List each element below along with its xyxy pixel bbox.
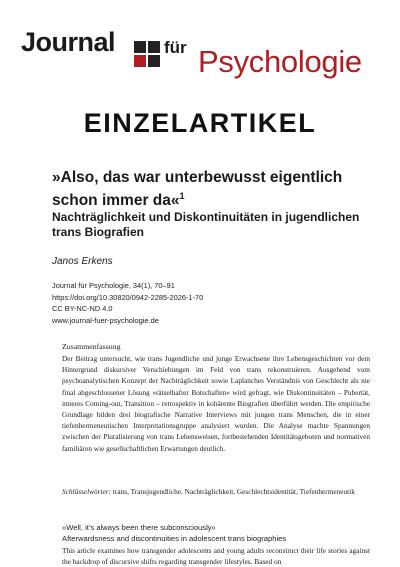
- article-title-text: »Also, das war unterbewusst eigentlich schon immer da«: [52, 169, 343, 210]
- license: CC BY-NC-ND 4.0: [52, 304, 113, 313]
- article-title: [52, 168, 372, 210]
- keywords: [62, 486, 370, 497]
- article-author: Janos Erkens: [52, 256, 113, 267]
- doi-link[interactable]: https://doi.org/10.30820/0942-2285-2026-1-70: [52, 292, 204, 302]
- website-link[interactable]: www.journal-fuer-psychologie.de: [52, 315, 159, 325]
- logo-psychologie-word: Psychologie: [198, 44, 362, 79]
- english-title: »Well, it’s always been there subconsciously«: [62, 523, 216, 532]
- logo-journal-word: Journal: [21, 27, 116, 57]
- logo-squares-icon: [134, 41, 160, 67]
- logo-square-accent: [134, 55, 146, 67]
- abstract-german: Der Beitrag untersucht, wie trans Jugendliche und junge Erwachsene ihre Lebensgeschichten vor dem Hintergrund diskursiver Verschiebungen im Feld von trans rekonstruieren. Ausgehend vom psychoanalytischen Konzept der Nachträglichkeit sowie Laplanches Verständnis von Geschlecht als nie final abgeschlossener Lösung »rätselhafter Botschaften« wird gefragt, wie Diskontinuitäten – Pubertät, inneres Coming-out, Transition – retrospektiv in kohärente Biografien überführt werden. Die empirische Grundlage bilden drei biografische Narrative Interviews mit jungen trans Menschen, die in einer tiefenhermeneutischen Interpretationsgruppe analysiert wurden. Die Analyse machte Spannungen zwischen der Pluralisierung von trans Lebensweisen, fortbestehenden Identitätsgeboten und normativen familiären wie gesellschaftlichen Erwartungen deutlich.: [62, 354, 370, 453]
- title-footnote-marker: 1: [179, 191, 185, 201]
- english-subtitle: Afterwardsness and discontinuities in adolescent trans biographies: [62, 534, 287, 543]
- page-heading: EINZELARTIKEL: [83, 108, 317, 138]
- logo-fuer-word: für: [164, 38, 187, 57]
- citation: Journal für Psychologie, 34(1), 70–91: [52, 281, 175, 290]
- keywords-label: Schlüsselwörter:: [62, 487, 112, 496]
- abstract-english: This article examines how transgender adolescents and young adults reconstruct their life stories against the backdrop of discursive shifts regarding transgender lifestyles. Based on: [62, 546, 370, 567]
- article-meta: [52, 280, 203, 326]
- keywords-text: trans, Transjugendliche, Nachträglichkeit, Geschlechtsidentität, Tiefenhermeneutik: [111, 487, 355, 496]
- abstract-label: Zusammenfassung: [62, 342, 121, 351]
- logo-square: [148, 41, 160, 53]
- logo-square: [148, 55, 160, 67]
- article-subtitle: Nachträglichkeit und Diskontinuitäten in jugendlichen trans Biografien: [52, 210, 360, 239]
- logo-square: [134, 41, 146, 53]
